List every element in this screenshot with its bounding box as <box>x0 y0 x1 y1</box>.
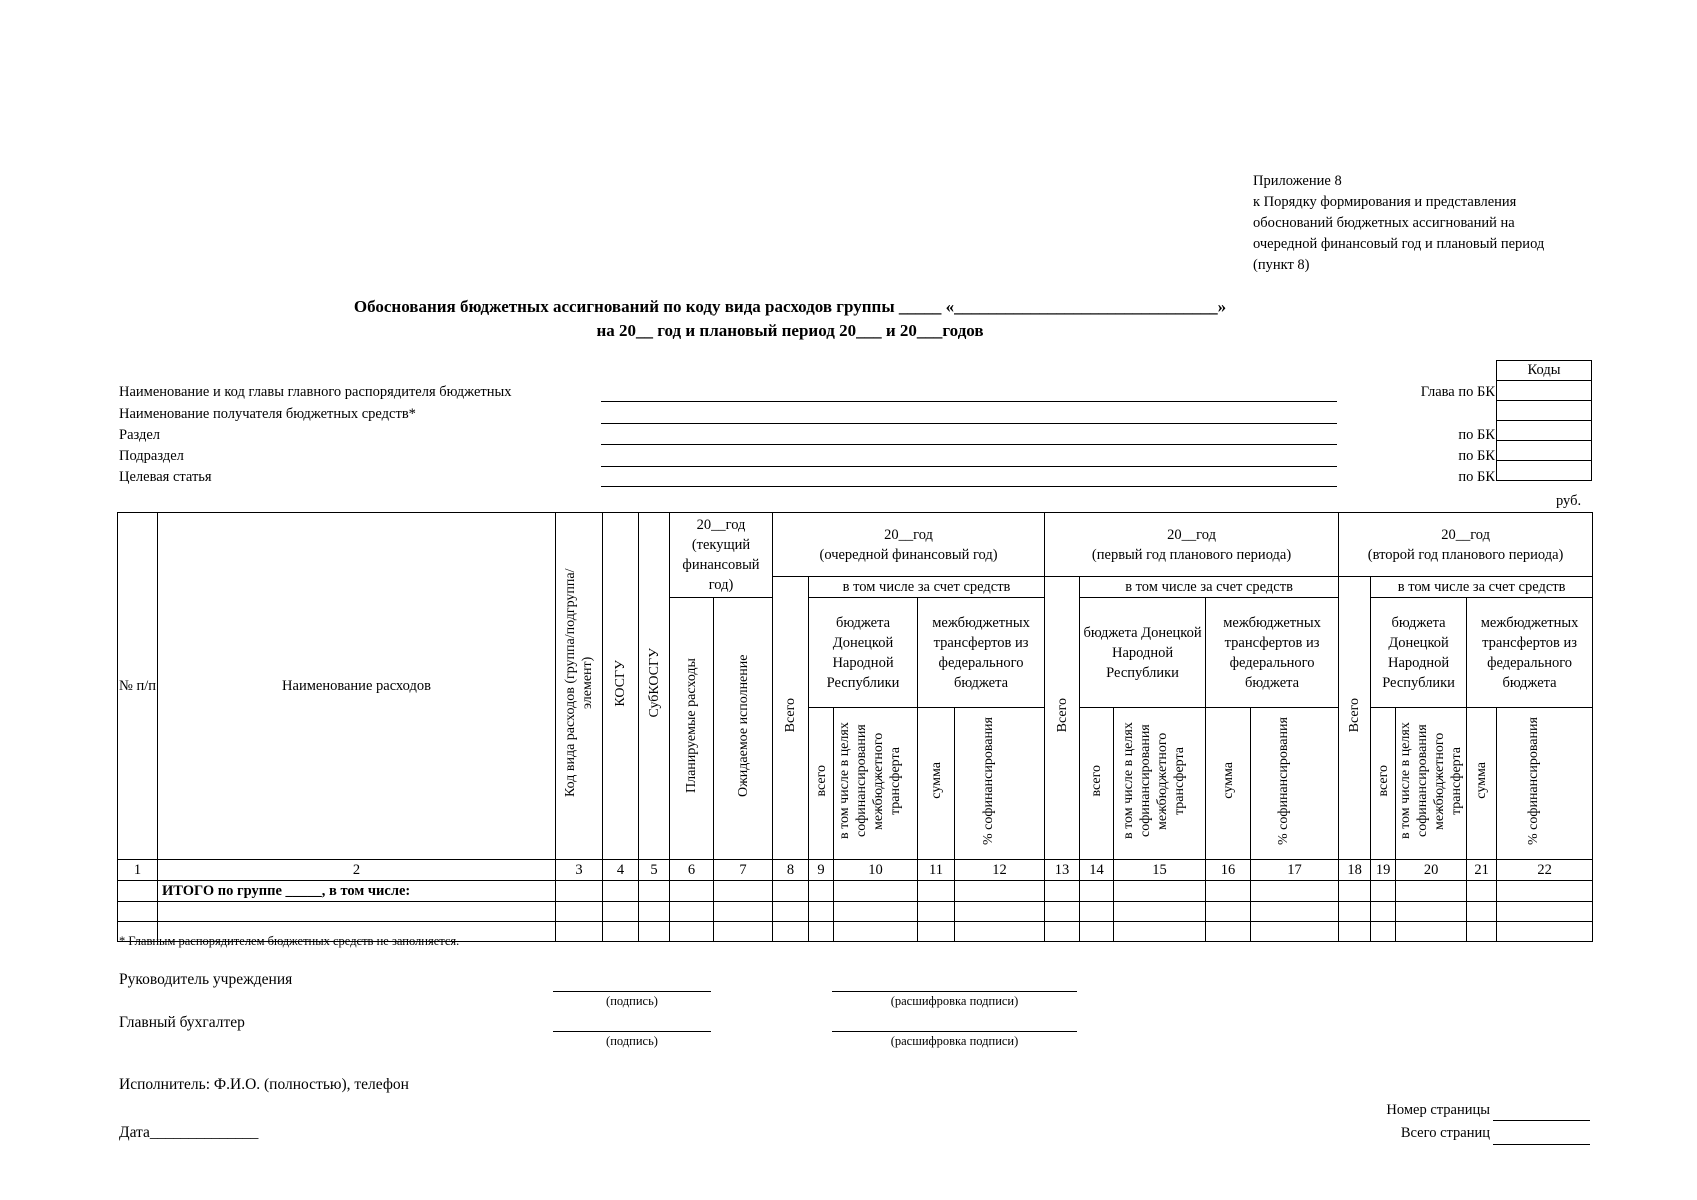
header-vsego: всего <box>813 764 829 797</box>
table-cell[interactable] <box>955 922 1045 942</box>
table-cell[interactable] <box>556 922 603 942</box>
table-cell[interactable] <box>1467 922 1497 942</box>
field-line-recipient[interactable] <box>601 423 1337 424</box>
column-number: 18 <box>1339 860 1371 881</box>
currency-label: руб. <box>1556 493 1582 509</box>
column-number: 8 <box>773 860 809 881</box>
decode-caption: (расшифровка подписи) <box>890 1034 1019 1048</box>
table-cell[interactable] <box>1251 902 1339 922</box>
table-cell[interactable] <box>556 902 603 922</box>
label-executor: Исполнитель: Ф.И.О. (полностью), телефон <box>119 1076 409 1093</box>
header-incl: в том числе за счет средств <box>809 577 1045 598</box>
table-cell[interactable] <box>955 881 1045 902</box>
table-cell[interactable] <box>834 902 918 922</box>
table-cell[interactable] <box>1339 922 1371 942</box>
column-number: 2 <box>158 860 556 881</box>
field-line-target[interactable] <box>601 486 1337 487</box>
table-cell[interactable] <box>918 902 955 922</box>
header-kvr: Код вида расходов (группа/подгруппа/элемент) <box>563 568 595 798</box>
column-number: 19 <box>1371 860 1396 881</box>
signature-line-accountant[interactable] <box>553 1031 711 1032</box>
table-cell[interactable] <box>918 922 955 942</box>
table-cell[interactable] <box>603 902 639 922</box>
appendix-line: Приложение 8 <box>1253 173 1342 189</box>
column-number: 3 <box>556 860 603 881</box>
header-percent: % софинансирования <box>980 716 996 845</box>
header-current-year: 20__год (текущий финансовый год) <box>670 513 773 598</box>
header-first-plan-block <box>1045 513 1339 577</box>
itogo-label: ИТОГО по группе _____, в том числе: <box>158 881 556 902</box>
appendix-note <box>1253 171 1673 276</box>
table-cell[interactable] <box>1080 881 1114 902</box>
table-cell[interactable] <box>639 902 670 922</box>
table-cell[interactable] <box>603 922 639 942</box>
header-vsego: всего <box>1089 764 1105 797</box>
header-percent: % софинансирования <box>1525 716 1541 845</box>
appendix-line: очередной финансовый год и плановый период <box>1253 236 1545 252</box>
header-second-plan-block <box>1339 513 1593 577</box>
table-cell[interactable] <box>809 902 834 922</box>
table-cell[interactable] <box>1497 922 1593 942</box>
header-num: № п/п <box>118 513 158 860</box>
header-cofin: в том числе в целях софинансирования межбюджетного трансферта <box>1398 722 1465 839</box>
table-cell[interactable] <box>773 902 809 922</box>
table-cell[interactable] <box>1339 902 1371 922</box>
table-cell[interactable] <box>670 922 714 942</box>
header-percent: % софинансирования <box>1275 716 1291 845</box>
signature-caption: (подпись) <box>606 1034 658 1048</box>
table-cell[interactable] <box>670 881 714 902</box>
decode-caption: (расшифровка подписи) <box>890 994 1019 1008</box>
column-number: 6 <box>670 860 714 881</box>
table-cell[interactable] <box>670 902 714 922</box>
column-number: 14 <box>1080 860 1114 881</box>
table-cell[interactable] <box>1371 922 1396 942</box>
total-pages-line[interactable] <box>1493 1144 1590 1145</box>
header-first-plan: (первый год планового периода) <box>1091 546 1292 563</box>
decode-line-accountant[interactable] <box>832 1031 1077 1032</box>
table-cell[interactable] <box>1371 881 1396 902</box>
table-cell[interactable] <box>1396 902 1467 922</box>
appendix-line: (пункт 8) <box>1253 257 1310 273</box>
codes-label-section: по БК <box>1458 427 1495 443</box>
table-cell[interactable] <box>714 922 773 942</box>
header-vsego: всего <box>1375 764 1391 797</box>
table-cell[interactable] <box>1251 922 1339 942</box>
signature-caption: (подпись) <box>606 994 658 1008</box>
column-number: 1 <box>118 860 158 881</box>
table-cell[interactable] <box>1396 881 1467 902</box>
code-cell-target[interactable] <box>1497 461 1592 481</box>
table-cell[interactable] <box>1206 902 1251 922</box>
table-cell[interactable] <box>1045 902 1080 922</box>
column-number: 9 <box>809 860 834 881</box>
appropriations-table <box>117 512 1593 942</box>
column-number: 5 <box>639 860 670 881</box>
header-sum: сумма <box>1220 762 1236 799</box>
codes-label-target: по БК <box>1458 469 1495 485</box>
header-kosgu: КОСГУ <box>613 659 628 707</box>
header-next-year-block <box>773 513 1045 577</box>
header-year-label: 20__год <box>884 526 933 543</box>
table-cell[interactable] <box>1114 881 1206 902</box>
column-number: 20 <box>1396 860 1467 881</box>
header-total: Всего <box>783 697 799 733</box>
column-number: 10 <box>834 860 918 881</box>
table-cell[interactable] <box>1114 902 1206 922</box>
codes-title: Коды <box>1497 361 1592 381</box>
header-cofin: в том числе в целях софинансирования межбюджетного трансферта <box>1120 722 1187 839</box>
table-cell[interactable] <box>1497 902 1593 922</box>
column-numbers-row <box>118 860 1593 881</box>
document-subtitle: на 20__ год и плановый период 20___ и 20___годов <box>596 321 984 340</box>
column-number: 7 <box>714 860 773 881</box>
header-transfers: межбюджетных трансфертов из федерального бюджета <box>918 598 1045 708</box>
table-cell[interactable] <box>639 922 670 942</box>
table-cell[interactable] <box>1045 922 1080 942</box>
field-label-target: Целевая статья <box>119 469 212 485</box>
field-line-subsection[interactable] <box>601 466 1337 467</box>
column-number: 13 <box>1045 860 1080 881</box>
header-budget: бюджета Донецкой Народной Республики <box>1080 598 1206 708</box>
table-cell[interactable] <box>1080 922 1114 942</box>
table-cell[interactable] <box>1114 922 1206 942</box>
header-sum: сумма <box>1474 762 1490 799</box>
header-year-label: 20__год <box>1167 526 1216 543</box>
table-cell[interactable] <box>1080 902 1114 922</box>
table-cell[interactable] <box>1396 922 1467 942</box>
table-cell[interactable] <box>1467 902 1497 922</box>
code-cell-subsection[interactable] <box>1497 441 1592 461</box>
header-incl: в том числе за счет средств <box>1371 577 1593 598</box>
table-cell[interactable] <box>1045 881 1080 902</box>
header-transfers: межбюджетных трансфертов из федерального бюджета <box>1467 598 1593 708</box>
table-cell[interactable] <box>834 922 918 942</box>
table-cell[interactable] <box>1371 902 1396 922</box>
appendix-line: обоснований бюджетных ассигнований на <box>1253 215 1515 231</box>
code-cell-recipient[interactable] <box>1497 401 1592 421</box>
header-total: Всего <box>1347 697 1363 733</box>
column-number: 15 <box>1114 860 1206 881</box>
label-date: Дата______________ <box>119 1124 259 1141</box>
table-cell[interactable] <box>1206 922 1251 942</box>
table-cell[interactable] <box>1206 881 1251 902</box>
field-label-recipient: Наименование получателя бюджетных средств* <box>119 406 416 422</box>
field-label-subsection: Подраздел <box>119 448 184 464</box>
document-title: Обоснования бюджетных ассигнований по коду вида расходов группы _____ «_______________________________» <box>353 297 1227 316</box>
table-cell[interactable] <box>158 902 556 922</box>
header-expected: Ожидаемое исполнение <box>735 654 751 797</box>
label-accountant: Главный бухгалтер <box>119 1014 245 1031</box>
table-cell[interactable] <box>118 902 158 922</box>
column-number: 21 <box>1467 860 1497 881</box>
table-cell[interactable] <box>1339 881 1371 902</box>
table-cell[interactable] <box>773 922 809 942</box>
table-cell[interactable] <box>714 902 773 922</box>
header-subkosgu: СубКОСГУ <box>646 648 662 718</box>
column-number: 17 <box>1251 860 1339 881</box>
codes-label-subsection: по БК <box>1458 448 1495 464</box>
table-row <box>118 902 1593 922</box>
table-cell[interactable] <box>918 881 955 902</box>
field-label-section: Раздел <box>119 427 161 443</box>
table-cell[interactable] <box>809 881 834 902</box>
column-number: 4 <box>603 860 639 881</box>
field-line-section[interactable] <box>601 444 1337 445</box>
table-cell[interactable] <box>1251 881 1339 902</box>
header-second-plan: (второй год планового периода) <box>1367 546 1564 563</box>
table-cell[interactable] <box>639 881 670 902</box>
appendix-line: к Порядку формирования и представления <box>1253 194 1517 210</box>
codes-box <box>1496 360 1592 481</box>
header-transfers: межбюджетных трансфертов из федерального бюджета <box>1206 598 1339 708</box>
table-cell[interactable] <box>955 902 1045 922</box>
header-budget: бюджета Донецкой Народной Республики <box>809 598 918 708</box>
total-pages-label: Всего страниц <box>1400 1125 1490 1141</box>
table-cell[interactable] <box>809 922 834 942</box>
table-cell[interactable] <box>773 881 809 902</box>
column-number: 16 <box>1206 860 1251 881</box>
codes-label-glava: Глава по БК <box>1420 384 1495 400</box>
signature-line-head[interactable] <box>553 991 711 992</box>
footnote: * Главным распорядителем бюджетных средств не заполняется. <box>119 934 460 948</box>
table-cell[interactable] <box>118 881 158 902</box>
header-total: Всего <box>1054 697 1070 733</box>
table-cell[interactable] <box>603 881 639 902</box>
table-cell[interactable] <box>1497 881 1593 902</box>
header-next-year: (очередной финансовый год) <box>819 546 998 563</box>
table-row-itogo <box>118 881 1593 902</box>
header-planned: Планируемые расходы <box>684 658 699 793</box>
table-cell[interactable] <box>714 881 773 902</box>
page-number-label: Номер страницы <box>1386 1102 1490 1118</box>
table-cell[interactable] <box>556 881 603 902</box>
page-number-line[interactable] <box>1493 1120 1590 1121</box>
table-cell[interactable] <box>834 881 918 902</box>
label-head: Руководитель учреждения <box>119 971 293 988</box>
column-number: 22 <box>1497 860 1593 881</box>
code-cell-glava[interactable] <box>1497 381 1592 401</box>
header-year-label: 20__год <box>1441 526 1490 543</box>
header-cofin: в том числе в целях софинансирования межбюджетного трансферта <box>836 722 903 839</box>
code-cell-section[interactable] <box>1497 421 1592 441</box>
header-budget: бюджета Донецкой Народной Республики <box>1371 598 1467 708</box>
table-cell[interactable] <box>1467 881 1497 902</box>
column-number: 12 <box>955 860 1045 881</box>
field-label-chief: Наименование и код главы главного распорядителя бюджетных <box>119 384 512 400</box>
field-line-chief[interactable] <box>601 401 1337 402</box>
decode-line-head[interactable] <box>832 991 1077 992</box>
header-name: Наименование расходов <box>158 513 556 860</box>
header-incl: в том числе за счет средств <box>1080 577 1339 598</box>
column-number: 11 <box>918 860 955 881</box>
header-sum: сумма <box>928 762 944 799</box>
